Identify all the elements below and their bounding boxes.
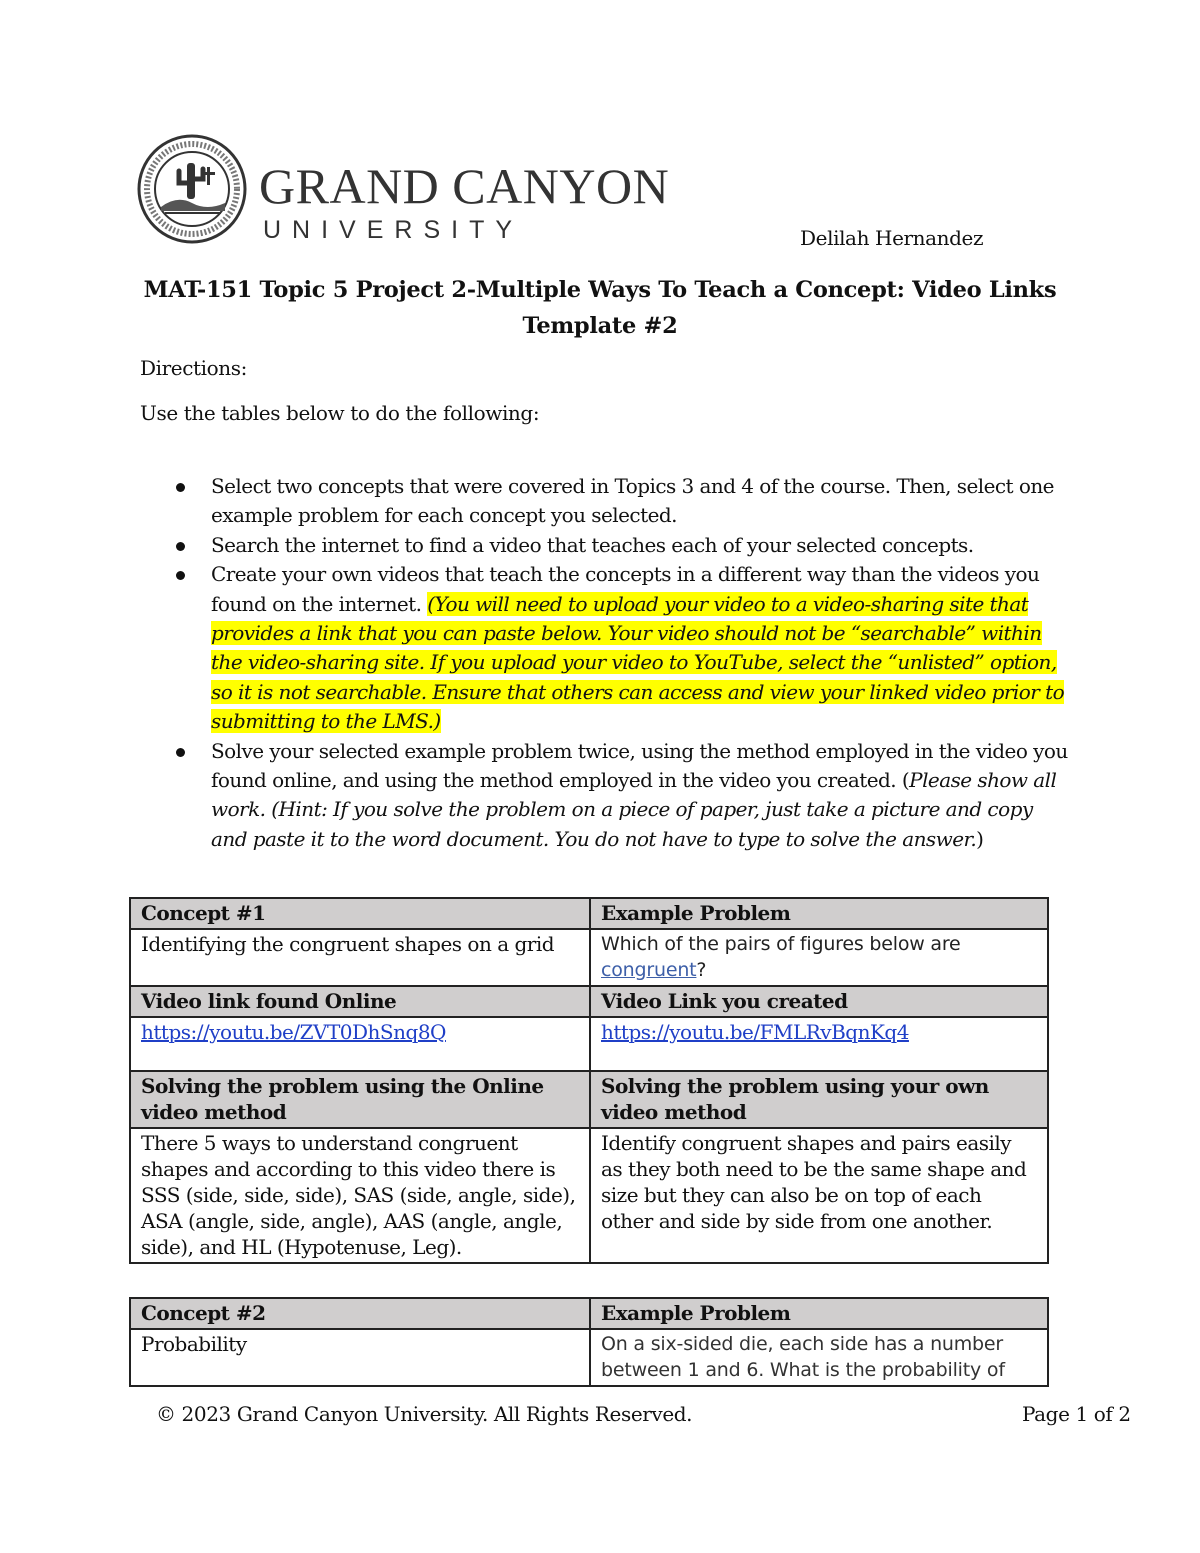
- logo-wordmark: GRAND CANYON: [259, 158, 670, 214]
- university-seal-icon: [139, 136, 245, 242]
- concept-header: Concept #2: [130, 1298, 590, 1329]
- title-line-1: MAT-151 Topic 5 Project 2-Multiple Ways To Teach a Concept: Video Links: [143, 277, 1057, 303]
- logo-subwordmark: UNIVERSITY: [263, 216, 524, 244]
- page-number: Page 1 of 2: [1022, 1402, 1131, 1426]
- concept-cell: Probability: [130, 1329, 590, 1386]
- example-cell: On a six-sided die, each side has a number between 1 and 6. What is the probability of: [590, 1329, 1048, 1386]
- solve-own-header: Solving the problem using your own video method: [590, 1071, 1048, 1128]
- list-item: Solve your selected example problem twice, using the method employed in the video you found online, and using the method employed in the video you created. (Please show all work. (Hint: If you solve the problem on a piece of paper, just take a picture and copy and paste it to the word document. You do not have to type to solve the answer.): [140, 737, 1070, 855]
- example-header: Example Problem: [590, 1298, 1048, 1329]
- list-item: Select two concepts that were covered in Topics 3 and 4 of the course. Then, select one example problem for each concept you selected.: [140, 472, 1070, 531]
- copyright-footer: © 2023 Grand Canyon University. All Rights Reserved.: [156, 1402, 693, 1426]
- directions-label: Directions:: [140, 356, 247, 380]
- instruction-list: [140, 472, 1070, 854]
- online-video-header: Video link found Online: [130, 986, 590, 1017]
- author-name: Delilah Hernandez: [800, 226, 984, 250]
- online-video-cell: [130, 1017, 590, 1071]
- solve-own-cell: Identify congruent shapes and pairs easily as they both need to be the same shape and size but they can also be on top of each other and side by side from one another.: [590, 1128, 1048, 1263]
- university-logo: [137, 133, 670, 245]
- list-item: Search the internet to find a video that teaches each of your selected concepts.: [140, 531, 1070, 560]
- own-video-link[interactable]: https://youtu.be/FMLRvBqnKq4: [601, 1020, 909, 1044]
- concept-header: Concept #1: [130, 898, 590, 929]
- example-cell: Which of the pairs of figures below are congruent?: [590, 929, 1048, 986]
- list-item: Create your own videos that teach the concepts in a different way than the videos you found on the internet. (You will need to upload your video to a video-sharing site that provides a link that you can paste below. Your video should not be “searchable” within the video-sharing site. If you upload your video to YouTube, select the “unlisted” option, so it is not searchable. Ensure that others can access and view your linked video prior to submitting to the LMS.): [140, 560, 1070, 736]
- concept-cell: Identifying the congruent shapes on a grid: [130, 929, 590, 986]
- example-header: Example Problem: [590, 898, 1048, 929]
- solve-online-cell: There 5 ways to understand congruent shapes and according to this video there is SSS (side, side, side), SAS (side, angle, side), ASA (angle, side, angle), AAS (angle, angle, side), and HL (Hypotenuse, Leg).: [130, 1128, 590, 1263]
- page-title: [120, 272, 1080, 344]
- intro-text: Use the tables below to do the following:: [140, 401, 540, 425]
- congruent-link[interactable]: congruent: [601, 959, 697, 981]
- highlighted-note: (You will need to upload your video to a video-sharing site that provides a link that you can paste below. Your video should not be “searchable” within the video-sharing site. If you upload your video to YouTube, select the “unlisted” option, so it is not searchable. Ensure that others can access and view your linked video prior to submitting to the LMS.): [211, 591, 1065, 734]
- own-video-header: Video Link you created: [590, 986, 1048, 1017]
- concept-2-table: [129, 1297, 1049, 1387]
- title-line-2: Template #2: [522, 313, 678, 339]
- online-video-link[interactable]: https://youtu.be/ZVT0DhSnq8Q: [141, 1020, 446, 1044]
- concept-1-table: [129, 897, 1049, 1264]
- own-video-cell: [590, 1017, 1048, 1071]
- solve-online-header: Solving the problem using the Online video method: [130, 1071, 590, 1128]
